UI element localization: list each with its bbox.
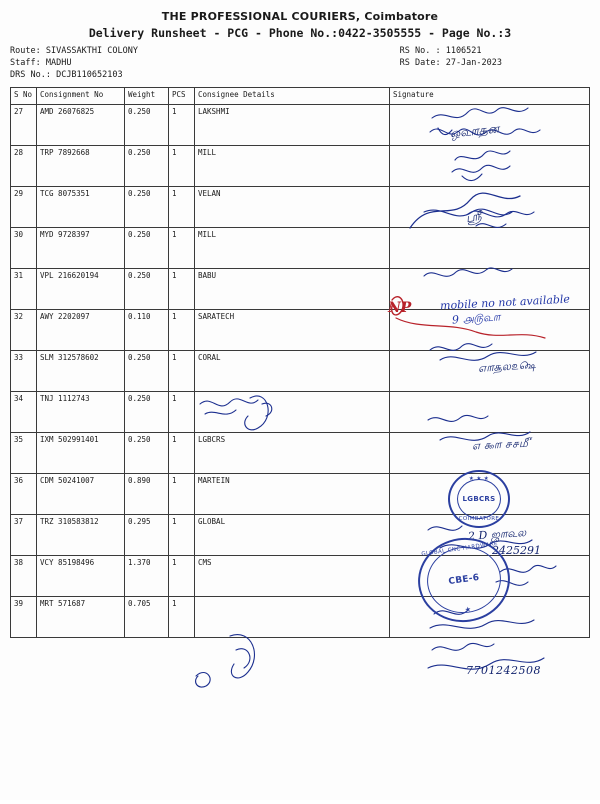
cell-pcs: 1	[169, 269, 195, 310]
cell-consignee: VELAN	[195, 187, 390, 228]
staff-line	[10, 57, 590, 69]
cell-consignee: MARTEIN	[195, 474, 390, 515]
cell-sno: 31	[11, 269, 37, 310]
cell-weight: 0.890	[125, 474, 169, 515]
table-row	[11, 310, 590, 351]
cell-signature	[390, 597, 590, 638]
table-row	[11, 187, 590, 228]
cell-consignment: TCG 8075351	[37, 187, 125, 228]
staff-value: MADHU	[45, 58, 72, 68]
route-value: SIVASSAKTHI COLONY	[45, 46, 138, 56]
meta-left-block	[10, 45, 590, 81]
cell-weight: 0.295	[125, 515, 169, 556]
cell-consignment: VCY 85198496	[37, 556, 125, 597]
drs-line	[10, 69, 590, 81]
cell-sno: 30	[11, 228, 37, 269]
cell-sno: 38	[11, 556, 37, 597]
cell-weight: 0.250	[125, 187, 169, 228]
cell-consignee: LGBCRS	[195, 433, 390, 474]
col-pcs: PCS	[169, 88, 195, 105]
cell-weight: 0.250	[125, 351, 169, 392]
table-header-row	[11, 88, 590, 105]
drs-value: DCJB110652103	[56, 70, 123, 80]
cell-weight: 1.370	[125, 556, 169, 597]
table-row	[11, 269, 590, 310]
cell-signature	[390, 228, 590, 269]
cell-weight: 0.250	[125, 105, 169, 146]
cell-signature	[390, 146, 590, 187]
rs-no-label: RS No. :	[399, 46, 441, 56]
route-line	[10, 45, 590, 57]
page-title: Delivery Runsheet - PCG - Phone No.:0422-3505555 - Page No.:3	[88, 26, 512, 40]
cell-weight: 0.250	[125, 269, 169, 310]
stamp-arc-bottom: ★	[464, 605, 473, 615]
signature-text-row27: ஒ௳௱௲ன	[449, 121, 500, 141]
cell-consignment: CDM 50241007	[37, 474, 125, 515]
table-row	[11, 597, 590, 638]
col-sno: S No	[11, 88, 37, 105]
signature-text-row32: ௭௱௲ல௨௸	[477, 358, 537, 376]
table-row	[11, 146, 590, 187]
cell-consignment: TNJ 1112743	[37, 392, 125, 433]
cell-sno: 28	[11, 146, 37, 187]
cell-sno: 34	[11, 392, 37, 433]
cell-consignee: CORAL	[195, 351, 390, 392]
annotation-np-mark: NP	[388, 300, 412, 316]
cell-sno: 33	[11, 351, 37, 392]
cell-consignment: TRZ 310583812	[37, 515, 125, 556]
cell-consignment: IXM 502991401	[37, 433, 125, 474]
table-row	[11, 556, 590, 597]
cell-consignee	[195, 392, 390, 433]
signature-text-row29: ஸ்ரீ	[464, 208, 483, 226]
cell-consignee: LAKSHMI	[195, 105, 390, 146]
col-consignee: Consignee Details	[195, 88, 390, 105]
cell-consignee	[195, 597, 390, 638]
cell-consignee: BABU	[195, 269, 390, 310]
cell-signature	[390, 556, 590, 597]
table-row	[11, 474, 590, 515]
table-row	[11, 105, 590, 146]
cell-consignment: VPL 216620194	[37, 269, 125, 310]
stamp-center-text: LGBCRS	[462, 495, 496, 503]
rs-date-line	[400, 57, 502, 69]
annotation-phone-number: 9 ௮௫௳௱	[451, 310, 501, 327]
table-row	[11, 392, 590, 433]
route-label: Route:	[10, 46, 41, 56]
cell-consignment: SLM 312578602	[37, 351, 125, 392]
col-signature: Signature	[390, 88, 590, 105]
cell-pcs: 1	[169, 146, 195, 187]
col-consignment: Consignment No	[37, 88, 125, 105]
cell-signature	[390, 269, 590, 310]
cell-consignee: MILL	[195, 146, 390, 187]
company-title: THE PROFESSIONAL COURIERS, Coimbatore	[161, 10, 439, 23]
cell-pcs: 1	[169, 228, 195, 269]
staff-label: Staff:	[10, 58, 41, 68]
cell-sno: 27	[11, 105, 37, 146]
stamp-arc-top: ★ ★ ★	[468, 476, 490, 482]
cell-weight: 0.250	[125, 392, 169, 433]
cell-consignee: SARATECH	[195, 310, 390, 351]
cell-pcs: 1	[169, 597, 195, 638]
rs-no-line	[400, 45, 502, 57]
cell-pcs: 1	[169, 392, 195, 433]
cell-sno: 36	[11, 474, 37, 515]
cell-signature	[390, 310, 590, 351]
cell-pcs: 1	[169, 515, 195, 556]
cell-pcs: 1	[169, 556, 195, 597]
cell-consignment: MYD 9728397	[37, 228, 125, 269]
signature-text-row34: ௭ ௯௱ ௪௪௴	[471, 436, 531, 453]
cell-signature	[390, 351, 590, 392]
signature-number-row36: 2425291	[492, 544, 541, 557]
stamp-arc-bottom: COIMBATORE	[458, 516, 500, 522]
cell-sno: 35	[11, 433, 37, 474]
cell-signature	[390, 474, 590, 515]
cell-pcs: 1	[169, 105, 195, 146]
cell-sno: 29	[11, 187, 37, 228]
cell-consignee: CMS	[195, 556, 390, 597]
cell-signature	[390, 515, 590, 556]
cell-consignment: MRT 571687	[37, 597, 125, 638]
cell-consignee: GLOBAL	[195, 515, 390, 556]
meta-right-block	[400, 45, 502, 69]
table-row	[11, 351, 590, 392]
cell-weight: 0.250	[125, 433, 169, 474]
runsheet-table	[10, 87, 590, 638]
cell-pcs: 1	[169, 187, 195, 228]
document-meta	[10, 45, 590, 81]
cell-pcs: 1	[169, 474, 195, 515]
cell-consignment: TRP 7892668	[37, 146, 125, 187]
cell-pcs: 1	[169, 310, 195, 351]
table-row	[11, 515, 590, 556]
drs-label: DRS No.:	[10, 70, 51, 80]
cell-signature	[390, 392, 590, 433]
rs-date-value: 27-Jan-2023	[445, 58, 502, 68]
cell-sno: 32	[11, 310, 37, 351]
cell-weight: 0.705	[125, 597, 169, 638]
col-weight: Weight	[125, 88, 169, 105]
cell-weight: 0.110	[125, 310, 169, 351]
stamp-arc-top: GLOBAL CNC HARDWARE	[421, 540, 499, 558]
rs-no-value: 1106521	[445, 46, 482, 56]
cell-weight: 0.250	[125, 228, 169, 269]
cell-sno: 37	[11, 515, 37, 556]
cell-weight: 0.250	[125, 146, 169, 187]
cell-consignment: AWY 2202097	[37, 310, 125, 351]
cell-pcs: 1	[169, 351, 195, 392]
cell-signature	[390, 433, 590, 474]
annotation-mobile-note: mobile no not available	[439, 292, 571, 313]
cell-signature	[390, 105, 590, 146]
signature-number-row39: 7701242508	[466, 664, 541, 677]
cell-sno: 39	[11, 597, 37, 638]
cell-signature	[390, 187, 590, 228]
stamp-center-text: CBE-6	[447, 572, 481, 588]
cell-consignee: MILL	[195, 228, 390, 269]
cell-pcs: 1	[169, 433, 195, 474]
signature-text-row36: 2 D ஜ௱௳ல	[467, 525, 527, 544]
table-row	[11, 228, 590, 269]
table-body	[11, 105, 590, 638]
rs-date-label: RS Date:	[399, 58, 441, 68]
cell-consignment: AMD 26076825	[37, 105, 125, 146]
table-row	[11, 433, 590, 474]
